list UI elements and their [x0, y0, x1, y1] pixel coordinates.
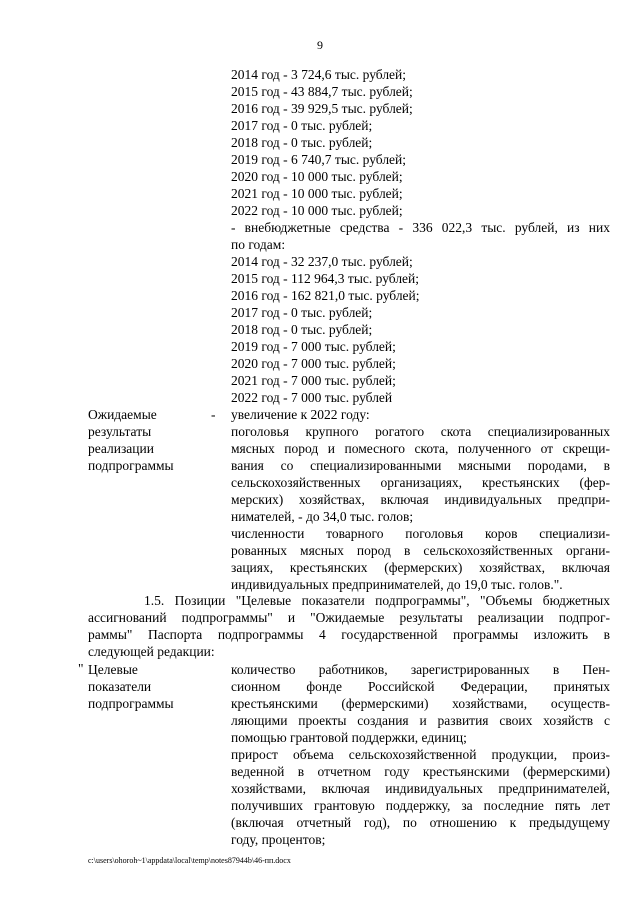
- opening-quote: ": [78, 661, 84, 676]
- funding-line: 2021 год - 7 000 тыс. рублей;: [231, 373, 396, 388]
- funding-line: 2022 год - 10 000 тыс. рублей;: [231, 203, 403, 218]
- targets-text: количество работников, зарегистрированных в Пен- сионном фонде Российской Федерации, принятых крестьянскими (фермерскими) хозяйствами, осуществ- ляющими проекты создания и развития своих хозяйств с помощью грантовой поддержки, единиц; прирост объема сельскохозяйственной продукции, произ- веденной в отчетном году крестьянскими (фермерскими) хозяйствами, включая индивидуальных предпринимателей, получивших грантовую поддержку, за последние пять лет (включая отчетный год), по отношению к предыдущему году, процентов;: [231, 662, 610, 847]
- funding-line: 2015 год - 43 884,7 тыс. рублей;: [231, 84, 413, 99]
- extrabudget-line: по годам:: [231, 237, 286, 252]
- targets-label: Целевые показатели подпрограммы: [88, 662, 174, 711]
- funding-line: 2016 год - 162 821,0 тыс. рублей;: [231, 288, 420, 303]
- extrabudget-line: - внебюджетные средства - 336 022,3 тыс. рублей, из них: [231, 220, 610, 235]
- expected-results-text: увеличение к 2022 году: поголовья крупного рогатого скота специализированных мясных пород и помесного скота, полученного от скрещи- вания со специализированными мясными породами, в сельскохозяйственных организациях, крестьянских (фер- мерских) хозяйствах, включая индивидуальных предпри- нимателей, - до 34,0 тыс. голов; численности товарного поголовья коров специализи- рованных мясных пород в сельскохозяйственных органи- зациях, крестьянских (фермерских) хозяйствах, включая индивидуальных предпринимателей, до 19,0 тыс. голов.".: [231, 407, 610, 592]
- paragraph-1-5: 1.5. Позиции "Целевые показатели подпрограммы", "Объемы бюджетных ассигнований подпрограммы" и "Ожидаемые результаты реализации подпрог- раммы" Паспорта подпрограммы 4 государственной программы изложить в следующей редакции:: [88, 593, 610, 659]
- funding-lines-extra: [231, 253, 420, 406]
- page-number: 9: [317, 38, 323, 52]
- file-path-footer: c:\users\ohoroh~1\appdata\local\temp\notes87944b\46-пп.docx: [88, 856, 291, 865]
- funding-line: 2018 год - 0 тыс. рублей;: [231, 135, 373, 150]
- expected-results-dash: -: [211, 407, 216, 422]
- funding-line: 2018 год - 0 тыс. рублей;: [231, 322, 373, 337]
- funding-line: 2021 год - 10 000 тыс. рублей;: [231, 186, 403, 201]
- funding-line: 2015 год - 112 964,3 тыс. рублей;: [231, 271, 420, 286]
- funding-line: 2019 год - 7 000 тыс. рублей;: [231, 339, 396, 354]
- funding-line: 2022 год - 7 000 тыс. рублей: [231, 390, 393, 405]
- funding-line: 2019 год - 6 740,7 тыс. рублей;: [231, 152, 407, 167]
- funding-line: 2014 год - 32 237,0 тыс. рублей;: [231, 254, 413, 269]
- funding-line: 2017 год - 0 тыс. рублей;: [231, 118, 373, 133]
- expected-results-label: Ожидаемые результаты реализации подпрограммы: [88, 407, 174, 473]
- extrabudget-text: [231, 219, 610, 253]
- funding-line: 2014 год - 3 724,6 тыс. рублей;: [231, 67, 407, 82]
- funding-line: 2020 год - 7 000 тыс. рублей;: [231, 356, 396, 371]
- funding-line: 2016 год - 39 929,5 тыс. рублей;: [231, 101, 413, 116]
- funding-line: 2020 год - 10 000 тыс. рублей;: [231, 169, 403, 184]
- funding-line: 2017 год - 0 тыс. рублей;: [231, 305, 373, 320]
- funding-lines-top: [231, 66, 413, 219]
